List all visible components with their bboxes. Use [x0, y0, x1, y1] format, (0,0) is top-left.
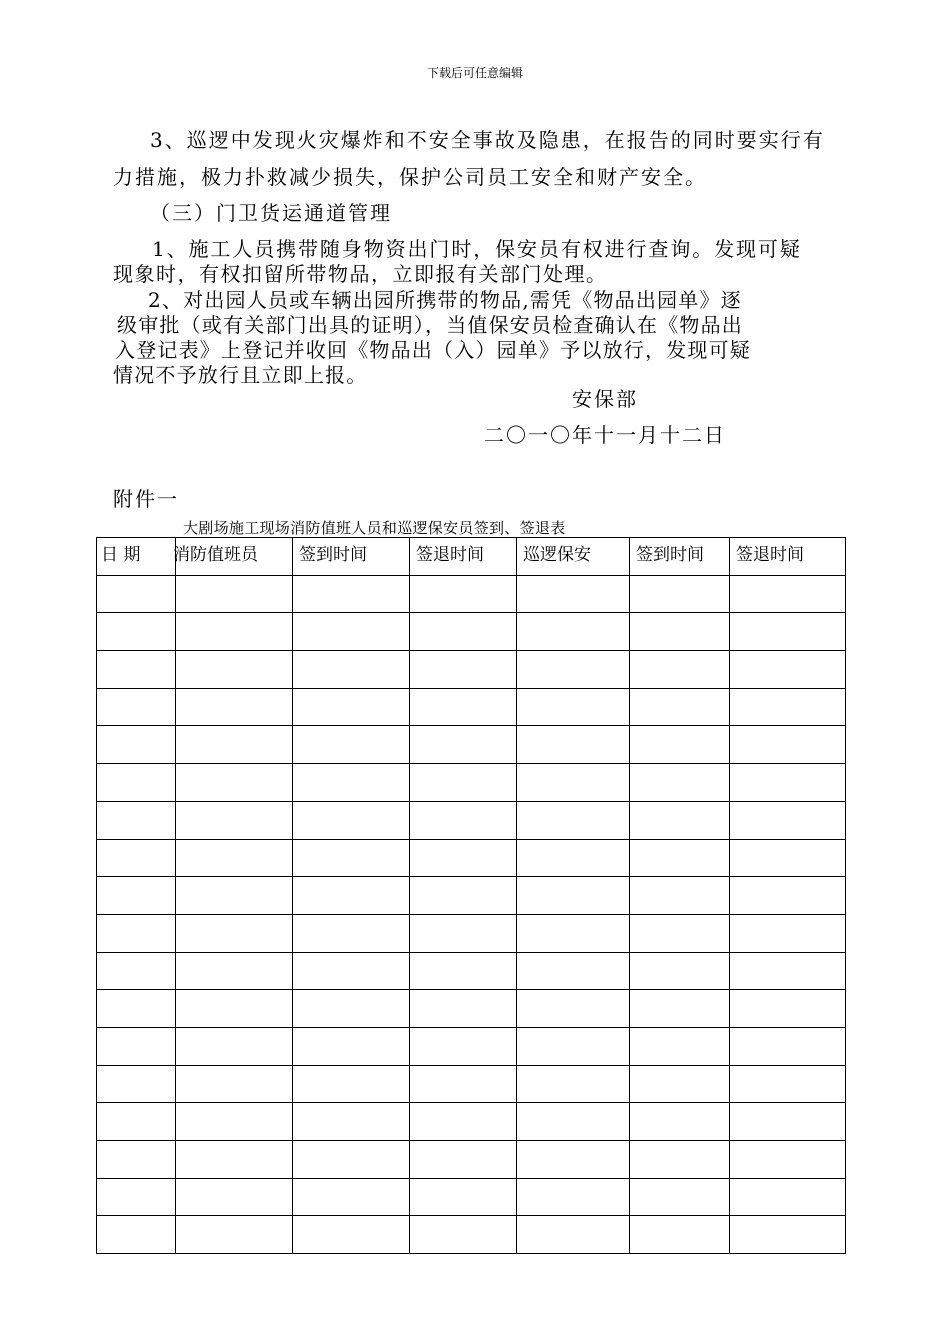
- table-cell: [410, 1065, 517, 1103]
- table-cell: [630, 688, 730, 726]
- table-cell: [293, 1178, 410, 1216]
- table-cell: [517, 914, 630, 952]
- table-body: [97, 575, 846, 1253]
- table-cell: [97, 1103, 176, 1141]
- table-cell: [97, 613, 176, 651]
- table-cell: [293, 575, 410, 613]
- table-cell: [730, 914, 846, 952]
- table-cell: [293, 801, 410, 839]
- table-cell: [410, 1141, 517, 1179]
- table-row: [97, 1216, 846, 1254]
- table-row: [97, 839, 846, 877]
- table-cell: [730, 839, 846, 877]
- table-cell: [630, 952, 730, 990]
- table-cell: [97, 990, 176, 1028]
- table-cell: [97, 1141, 176, 1179]
- table-cell: [410, 990, 517, 1028]
- attachment-label: 附件一: [113, 487, 179, 511]
- header-fire-duty-staff-label: 消防值班员: [173, 545, 258, 565]
- header-note: 下载后可任意编辑: [426, 66, 523, 80]
- table-cell: [293, 952, 410, 990]
- paragraph-1-line-2: 力措施，极力扑救减少损失，保护公司员工安全和财产安全。: [113, 165, 707, 189]
- table-cell: [293, 726, 410, 764]
- paragraph-1-line-1: 3、巡逻中发现火灾爆炸和不安全事故及隐患，在报告的同时要实行有: [150, 128, 825, 152]
- table-cell: [410, 839, 517, 877]
- table-cell: [730, 1141, 846, 1179]
- table-cell: [176, 1216, 293, 1254]
- table-row: [97, 726, 846, 764]
- table-cell: [630, 914, 730, 952]
- paragraph-3-line-2: 级审批（或有关部门出具的证明），当值保安员检查确认在《物品出: [117, 313, 743, 337]
- paragraph-3-line-4: 情况不予放行且立即上报。: [113, 363, 368, 387]
- table-cell: [97, 575, 176, 613]
- table-cell: [410, 651, 517, 689]
- table-cell: [730, 613, 846, 651]
- table-cell: [410, 613, 517, 651]
- table-row: [97, 801, 846, 839]
- table-cell: [517, 651, 630, 689]
- table-cell: [176, 877, 293, 915]
- table-cell: [97, 1027, 176, 1065]
- table-cell: [730, 1178, 846, 1216]
- table-cell: [630, 1141, 730, 1179]
- table-cell: [176, 651, 293, 689]
- table-cell: [97, 1178, 176, 1216]
- table-cell: [630, 651, 730, 689]
- table-cell: [730, 726, 846, 764]
- signature-department: 安保部: [572, 387, 638, 411]
- paragraph-2-line-2: 现象时，有权扣留所带物品，立即报有关部门处理。: [113, 262, 608, 286]
- table-row: [97, 764, 846, 802]
- table-row: [97, 613, 846, 651]
- section-3-heading: （三）门卫货运通道管理: [150, 201, 392, 225]
- table-cell: [730, 990, 846, 1028]
- table-cell: [97, 688, 176, 726]
- table-cell: [176, 764, 293, 802]
- table-cell: [176, 1178, 293, 1216]
- table-row: [97, 990, 846, 1028]
- table-cell: [176, 990, 293, 1028]
- table-cell: [630, 1103, 730, 1141]
- table-cell: [176, 1141, 293, 1179]
- table-cell: [410, 877, 517, 915]
- table-cell: [517, 1178, 630, 1216]
- table-row: [97, 688, 846, 726]
- table-cell: [517, 613, 630, 651]
- table-cell: [293, 990, 410, 1028]
- table-cell: [97, 801, 176, 839]
- table-cell: [517, 1027, 630, 1065]
- table-header-row: [97, 538, 846, 576]
- table-cell: [410, 1027, 517, 1065]
- table-cell: [176, 839, 293, 877]
- table-cell: [410, 1103, 517, 1141]
- header-check-in-time-2-label: 签到时间: [636, 545, 704, 565]
- table-cell: [293, 839, 410, 877]
- table-cell: [730, 877, 846, 915]
- header-check-out-time-2: [730, 538, 846, 576]
- table-cell: [730, 952, 846, 990]
- table-cell: [176, 801, 293, 839]
- table-cell: [293, 688, 410, 726]
- table-cell: [730, 651, 846, 689]
- table-cell: [630, 613, 730, 651]
- header-patrol-guard-label: 巡逻保安: [523, 545, 591, 565]
- header-check-in-time-1: [293, 538, 410, 576]
- table-cell: [517, 764, 630, 802]
- table-row: [97, 877, 846, 915]
- header-date: [97, 538, 176, 576]
- table-cell: [730, 764, 846, 802]
- table-cell: [630, 839, 730, 877]
- table-cell: [517, 726, 630, 764]
- signature-date: 二〇一〇年十一月十二日: [484, 423, 726, 447]
- table-cell: [517, 688, 630, 726]
- paragraph-3-line-3: 入登记表》上登记并收回《物品出（入）园单》予以放行，发现可疑: [115, 338, 751, 362]
- table-cell: [176, 613, 293, 651]
- paragraph-3-line-1: 2、对出园人员或车辆出园所携带的物品,需凭《物品出园单》逐: [148, 288, 742, 312]
- table-cell: [410, 688, 517, 726]
- table-cell: [293, 1216, 410, 1254]
- header-fire-duty-staff: [173, 538, 293, 576]
- table-cell: [176, 1027, 293, 1065]
- table-cell: [517, 1065, 630, 1103]
- table-cell: [176, 726, 293, 764]
- table-cell: [730, 575, 846, 613]
- table-cell: [97, 1216, 176, 1254]
- table-cell: [410, 726, 517, 764]
- table-row: [97, 952, 846, 990]
- table-cell: [176, 914, 293, 952]
- table-row: [97, 1141, 846, 1179]
- table-cell: [97, 726, 176, 764]
- sign-in-table: [96, 537, 846, 1254]
- table-cell: [97, 764, 176, 802]
- table-cell: [410, 575, 517, 613]
- table-cell: [630, 1027, 730, 1065]
- table-cell: [630, 1216, 730, 1254]
- table-cell: [410, 914, 517, 952]
- header-check-out-time-1-label: 签退时间: [416, 545, 484, 565]
- table-cell: [630, 764, 730, 802]
- table-cell: [517, 1103, 630, 1141]
- table-row: [97, 1103, 846, 1141]
- table-cell: [410, 764, 517, 802]
- table-cell: [730, 1216, 846, 1254]
- table-cell: [293, 877, 410, 915]
- table-cell: [293, 764, 410, 802]
- table-cell: [630, 1178, 730, 1216]
- table-cell: [176, 688, 293, 726]
- table-cell: [293, 1141, 410, 1179]
- table-cell: [517, 839, 630, 877]
- table-cell: [517, 1141, 630, 1179]
- table-cell: [730, 1027, 846, 1065]
- table-cell: [176, 1103, 293, 1141]
- table-cell: [517, 877, 630, 915]
- table-cell: [630, 1065, 730, 1103]
- table-cell: [517, 990, 630, 1028]
- table-cell: [97, 1065, 176, 1103]
- table-cell: [97, 877, 176, 915]
- table-cell: [730, 1065, 846, 1103]
- table-row: [97, 1065, 846, 1103]
- table-row: [97, 651, 846, 689]
- table-cell: [630, 726, 730, 764]
- table-cell: [97, 839, 176, 877]
- table-cell: [176, 575, 293, 613]
- header-patrol-guard: [517, 538, 630, 576]
- table-cell: [176, 952, 293, 990]
- table-cell: [293, 914, 410, 952]
- table-cell: [410, 1216, 517, 1254]
- header-check-out-time-2-label: 签退时间: [736, 545, 804, 565]
- table-row: [97, 1027, 846, 1065]
- table-cell: [410, 1178, 517, 1216]
- table-cell: [630, 877, 730, 915]
- paragraph-2-line-1: 1、施工人员携带随身物资出门时，保安员有权进行查询。发现可疑: [152, 237, 802, 261]
- table-cell: [517, 801, 630, 839]
- table-title: 大剧场施工现场消防值班人员和巡逻保安员签到、签退表: [183, 519, 566, 537]
- table-row: [97, 914, 846, 952]
- table-cell: [176, 1065, 293, 1103]
- table-cell: [730, 1103, 846, 1141]
- table-cell: [517, 575, 630, 613]
- table-cell: [97, 914, 176, 952]
- table-cell: [517, 952, 630, 990]
- table-cell: [97, 952, 176, 990]
- table-cell: [293, 1065, 410, 1103]
- table-cell: [730, 688, 846, 726]
- table-cell: [410, 801, 517, 839]
- table-cell: [517, 1216, 630, 1254]
- header-check-in-time-2: [630, 538, 730, 576]
- table-cell: [293, 651, 410, 689]
- table-row: [97, 1178, 846, 1216]
- table-cell: [730, 801, 846, 839]
- table-cell: [293, 1027, 410, 1065]
- header-date-label: 日 期: [101, 545, 141, 565]
- table-cell: [97, 651, 176, 689]
- table-cell: [630, 990, 730, 1028]
- table-cell: [630, 801, 730, 839]
- header-check-in-time-1-label: 签到时间: [299, 545, 367, 565]
- table-cell: [293, 1103, 410, 1141]
- table-cell: [630, 575, 730, 613]
- table-cell: [293, 613, 410, 651]
- table-row: [97, 575, 846, 613]
- header-check-out-time-1: [410, 538, 517, 576]
- table-cell: [410, 952, 517, 990]
